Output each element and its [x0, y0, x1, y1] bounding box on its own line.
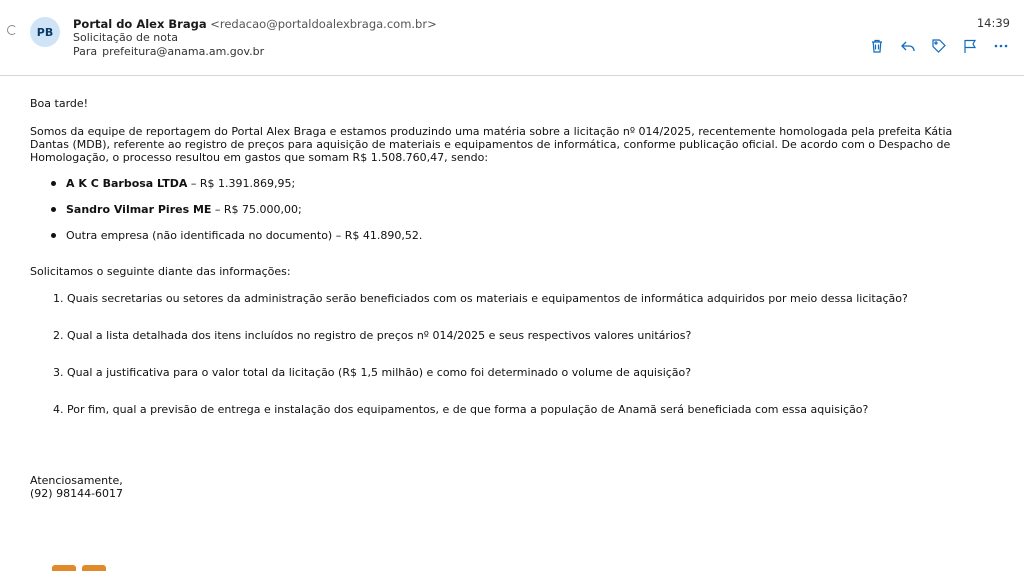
company-amount: – R$ 75.000,00; — [211, 203, 302, 216]
delete-button[interactable] — [867, 36, 886, 55]
recipient-address[interactable]: prefeitura@anama.am.gov.br — [102, 45, 265, 58]
recipient-label: Para — [73, 45, 98, 58]
list-item: 3. Qual a justificativa para o valor total da licitação (R$ 1,5 milhão) e como foi determinado o volume de aquisição? — [53, 366, 692, 379]
list-item — [30, 177, 990, 190]
phone-number: (92) 98144-6017 — [30, 487, 124, 500]
trash-icon — [869, 38, 885, 54]
tag-button[interactable] — [929, 36, 948, 55]
message-header — [0, 0, 1024, 76]
company-name: Sandro Vilmar Pires ME — [66, 203, 212, 216]
signature-logo — [52, 565, 76, 571]
question-list — [30, 292, 990, 416]
recipient-line — [73, 45, 264, 58]
signature-images — [52, 565, 106, 571]
list-item — [30, 203, 990, 216]
list-item — [30, 229, 990, 242]
avatar[interactable]: PB — [30, 17, 60, 47]
list-item: 2. Qual a lista detalhada dos itens incluídos no registro de preços nº 014/2025 e seus respectivos valores unitários? — [53, 329, 692, 342]
intro-paragraph: Somos da equipe de reportagem do Portal Alex Braga e estamos produzindo uma matéria sobre a licitação nº 014/2025, recentemente homologada pela prefeita Kátia Dantas (MDB), referente ao registro de preços para aquisição de materiais e equipamentos de informática, conforme publicação oficial. De acordo com o Despacho de Homologação, o processo resultou em gastos que somam R$ 1.508.760,47, sendo: — [30, 125, 953, 164]
signature-logo — [82, 565, 106, 571]
timestamp: 14:39 — [976, 16, 1010, 30]
list-item: 1. Quais secretarias ou setores da administração serão beneficiados com os materiais e equipamentos de informática adquiridos por meio dessa licitação? — [53, 292, 908, 305]
request-intro: Solicitamos o seguinte diante das informações: — [30, 265, 291, 278]
closing: Atenciosamente, — [30, 474, 123, 487]
sender-email[interactable]: <redacao@portaldoalexbraga.com.br> — [210, 17, 437, 31]
company-amount: Outra empresa (não identificada no documento) – R$ 41.890,52. — [66, 229, 423, 242]
greeting: Boa tarde! — [30, 97, 89, 110]
subject-line: Solicitação de nota — [73, 31, 178, 44]
flag-button[interactable] — [960, 36, 979, 55]
company-list — [30, 177, 990, 242]
reply-button[interactable] — [898, 36, 917, 55]
reply-icon — [900, 38, 916, 54]
sender-name[interactable]: Portal do Alex Braga — [73, 17, 207, 31]
more-button[interactable] — [991, 36, 1010, 55]
company-amount: – R$ 1.391.869,95; — [187, 177, 296, 190]
list-item: 4. Por fim, qual a previsão de entrega e instalação dos equipamentos, e de que forma a população de Anamã será beneficiada com essa aquisição? — [53, 403, 869, 416]
message-body — [30, 97, 990, 500]
flag-icon — [962, 38, 978, 54]
sender[interactable] — [73, 17, 437, 31]
select-checkbox[interactable] — [7, 25, 17, 35]
tag-icon — [931, 38, 947, 54]
message-actions — [867, 36, 1010, 55]
more-icon — [993, 38, 1009, 54]
company-name: A K C Barbosa LTDA — [66, 177, 188, 190]
